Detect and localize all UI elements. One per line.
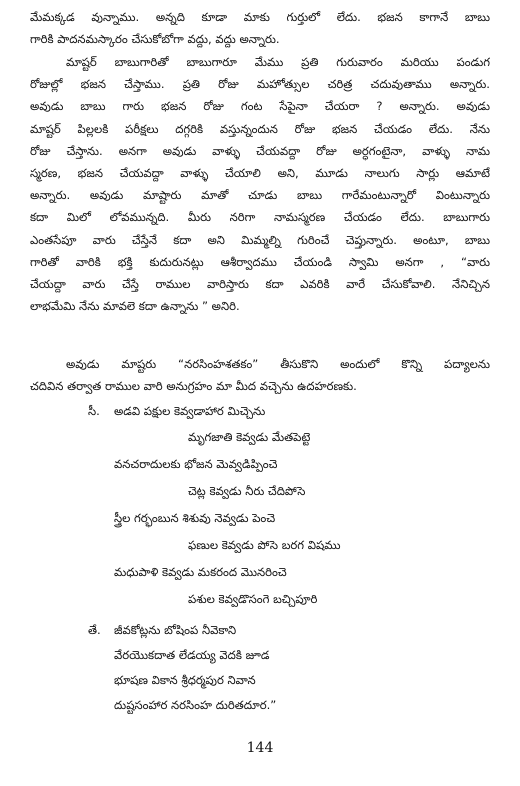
page-number: 144 — [246, 740, 274, 756]
paragraph-line: అవుడు మాష్టరు “నరసింహశతకం” తీసుకొని అందులో కొన్ని పద్యాలను — [66, 357, 490, 371]
paragraph-line: చదివిన తర్వాత రాముల వారి అనుగ్రహం మా మీద వచ్చెను ఉదహరణకు. — [30, 379, 357, 394]
poem-line: దుష్టసంహార నరసింహ దురితదూర.” — [114, 698, 277, 712]
poem-meter-marker: సీ. — [88, 404, 100, 418]
paragraph-line: ఎంతసేపూ వారు చేస్తేనే కదా అని మిమ్మల్ని గురించే చెప్తున్నారు. అంటూ, బాబు — [30, 232, 490, 247]
poem-line: స్త్రీల గర్భంబున శిశువు నెవ్వడు పెంచె — [114, 511, 276, 525]
poem-line: వనచరాదులకు భోజన మెవ్వడిప్పించె — [114, 457, 278, 471]
poem-line: మధుపాళి కెవ్వడు మకరంద మొనరించె — [114, 565, 287, 579]
poem-line: చెట్ల కెవ్వడు నీరు చేదిపోసె — [188, 484, 306, 498]
paragraph-line: కదా మిలో లోవమున్నది. మీరు నరిగా నామస్మరణ చేయడం లేదు. బాబుగారు — [30, 210, 490, 225]
paragraph-line: గారితో వారికి భక్తి కుదురునట్లు ఆశీర్వాదము చేయండి స్వామి అనగా , “వారు — [30, 254, 490, 269]
poem-line: మృగజాతి కెవ్వడు మేతపెట్టె — [188, 430, 311, 444]
poem-line: ఫణుల కెవ్వడు పోసె బరగ విషము — [188, 538, 341, 552]
paragraph-1 — [30, 6, 490, 50]
paragraph-line: గారికి పాదనమస్కారం చేసుకోబోగా వద్దు, వద్దు అన్నారు. — [30, 32, 280, 47]
paragraph-line: చేయద్దా వారు చేస్తే రాముల వారిస్తారు కదా ఎవరికి వారే చేసుకోవాలి. నేనిచ్చిన — [30, 277, 490, 292]
poem-line: జీవకోట్లను బోషింప నీవెకాని — [114, 623, 237, 637]
paragraph-line: మాష్టర్ పిల్లలకి పరీక్షలు దగ్గరికి వస్తున్నందున రోజు భజన చేయడం లేదు. నేను — [30, 121, 490, 136]
paragraph-line: మాష్టర్ బాబుగారితో బాబుగారూ మేము ప్రతి గురువారం మరియు పండుగ — [66, 55, 490, 69]
paragraph-line: అవుడు బాబు గారు భజన రోజు గంట సేపైనా చేయరా ? అన్నారు. అవుడు — [30, 99, 490, 114]
paragraph-line: అన్నారు. అవుడు మాష్టారు మాతో చూడు బాబు గారేమంటున్నారో వింటున్నారు — [30, 188, 490, 203]
paragraph-line: రోజుల్లో భజన చేస్తాము. ప్రతి రోజు మహోత్సుల చరిత్ర చదువుతాము అన్నారు. — [30, 77, 490, 92]
poem-meter-marker: తే. — [88, 623, 101, 637]
paragraph-3 — [30, 353, 490, 397]
poem-line: భూషణ వికాన శ్రీధర్మపుర నివాన — [114, 673, 256, 687]
poem-line: అడవి పక్షుల కెవ్వడాహార మిచ్చెను — [114, 404, 266, 418]
poem-line: పశుల కెవ్వడొసంగె బచ్చిపూరి — [188, 592, 318, 606]
paragraph-line: స్మరణ, భజన చేయవద్దా వాళ్ళు చేయాలి అని, మూడు నాలుగు సార్లు ఆమాటే — [30, 166, 490, 181]
paragraph-line: రోజు చేస్తాను. అనగా అవుడు వాళ్ళు చేయవద్దా రోజు అర్ధగంటైనా, వాళ్ళు నామ — [30, 143, 490, 158]
poem-line: వేరయొకదాత లేడయ్య వెదకి జూడ — [114, 648, 270, 662]
paragraph-2 — [30, 51, 490, 317]
paragraph-line: లాభమేమి నేను మావలె కదా ఉన్నాను ” అనిరి. — [30, 299, 240, 314]
paragraph-line: మేమక్కడ వున్నాము. అన్నది కూడా మాకు గుర్తులో లేదు. భజన కాగానే బాబు — [30, 10, 490, 24]
